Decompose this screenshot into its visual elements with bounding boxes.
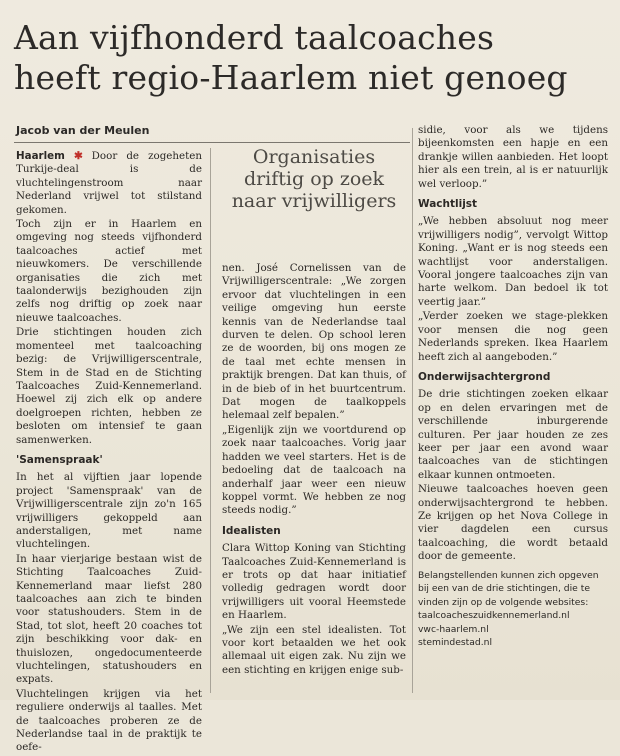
paragraph: „Eigenlijk zijn we voortdurend op zoek naar taalcoaches. Vorig jaar hadden we veel starters. Het is de bedoeling dat de taalcoach na anderhalf jaar weer een nieuw koppel vormt. We hebben ze nog steeds nodig.” (222, 423, 406, 517)
paragraph: De drie stichtingen zoeken elkaar op en delen ervaringen met de verschillende inburgerende culturen. Per jaar houden ze zes keer per jaar een avond waar taalcoaches van de stichtingen elkaar kunnen ontmoeten. (418, 388, 608, 481)
article-column-1 (16, 150, 202, 756)
pull-quote-line: driftig op zoek (243, 168, 385, 190)
subheading-samenspraak: 'Samenspraak' (16, 453, 103, 466)
website-link[interactable]: taalcoacheszuidkennemerland.nl (418, 610, 570, 622)
intro-paragraph (16, 150, 202, 217)
paragraph: sidie, voor als we tijdens bijeenkomsten een hapje en een drankje willen aanbieden. Het loopt hier als een trein, al is er natuurlijk wel verloop.” (418, 124, 608, 190)
headline (14, 18, 610, 98)
info-box (418, 569, 608, 649)
paragraph: nen. José Cornelissen van de Vrijwilligerscentrale: „We zorgen ervoor dat vluchtelingen in een veilige omgeving hun eerste kennis van de Nederlandse taal durven te delen. Op school leren ze de woorden, bij ons mogen ze de taal met echte mensen in praktijk brengen. Dat kan thuis, of in de bieb of in het buurtcentrum. Dat mogen de taalkoppels helemaal zelf bepalen.” (222, 262, 406, 422)
paragraph: Toch zijn er in Haarlem en omgeving nog steeds vijfhonderd taalcoaches actief met nieuwkomers. De verschillende organisaties die zich met taalonderwijs bezighouden zijn zelfs nog driftig op zoek naar nieuwe taalcoaches. (16, 218, 202, 324)
intro-text: Door de zogeheten Turkije-deal is de vluchtelingenstroom naar Nederland vrijwel tot stilstand gekomen. (16, 150, 202, 216)
headline-line-2: heeft regio-Haarlem niet genoeg (14, 58, 568, 97)
byline: Jacob van der Meulen (16, 124, 150, 137)
subheading-wachtlijst: Wachtlijst (418, 198, 478, 211)
info-text: Belangstellenden kunnen zich opgeven bij een van de drie stichtingen, die te vinden zijn op de volgende websites: (418, 570, 599, 608)
website-link[interactable]: stemindestad.nl (418, 637, 492, 649)
byline-rule (14, 142, 410, 143)
subheading-idealisten: Idealisten (222, 524, 281, 537)
website-link[interactable]: vwc-haarlem.nl (418, 623, 489, 635)
paragraph: Clara Wittop Koning van Stichting Taalcoaches Zuid-Kennemerland is er trots op dat haar initiatief volledig gedragen wordt door vrijwilligers uit vooral Heemstede en Haarlem. (222, 542, 406, 622)
column-divider-2 (412, 128, 413, 693)
paragraph: „We hebben absoluut nog meer vrijwilligers nodig”, vervolgt Wittop Koning. „Want er is nog steeds een wachtlijst voor anderstaligen. Vooral jongere taalcoaches zijn van harte welkom. Dan bedoel ik tot veertig jaar.” (418, 215, 608, 308)
column-divider-1 (210, 148, 211, 693)
paragraph: „Verder zoeken we stage-plekken voor mensen die nog geen Nederlands spreken. Ikea Haarlem heeft zich al aangeboden.” (418, 310, 608, 363)
pull-quote-line: naar vrijwilligers (231, 190, 397, 212)
paragraph: Drie stichtingen houden zich momenteel met taalcoaching bezig: de Vrijwilligerscentrale, Stem in de Stad en de Stichting Taalcoaches Zuid-Kennemerland. Hoewel zij zich elk op andere doelgroepen richten, hebben ze besloten om intensief te gaan samenwerken. (16, 326, 202, 446)
paragraph: Vluchtelingen krijgen via het reguliere onderwijs al taalles. Met de taalcoaches proberen ze de Nederlandse taal in de praktijk te oefe- (16, 687, 202, 754)
dateline-place: Haarlem (16, 150, 65, 162)
article-column-2 (222, 262, 406, 678)
pull-quote-line: Organisaties (252, 146, 376, 168)
paragraph: In het al vijftien jaar lopende project 'Samenspraak' van de Vrijwilligerscentrale zijn zo'n 165 vrijwilligers gekoppeld aan anderstaligen, met name vluchtelingen. (16, 471, 202, 551)
paragraph: „We zijn een stel idealisten. Tot voor kort betaalden we het ook allemaal uit eigen zak. Nu zijn we een stichting en krijgen enige sub- (222, 623, 406, 676)
headline-line-1: Aan vijfhonderd taalcoaches (14, 18, 495, 57)
website-list (418, 609, 608, 649)
pull-quote (222, 146, 406, 212)
dateline-star-icon: ✱ (73, 150, 83, 162)
paragraph: In haar vierjarige bestaan wist de Stichting Taalcoaches Zuid-Kennemerland maar liefst 280 taalcoaches aan zich te binden voor statushouders. Stem in de Stad, tot slot, heeft 20 coaches tot zijn beschikking voor dak- en thuislozen, ongedocumenteerde vluchtelingen, statushouders en expats. (16, 552, 202, 686)
article-column-3 (418, 124, 608, 565)
subheading-onderwijsachtergrond: Onderwijsachtergrond (418, 370, 551, 383)
paragraph: Nieuwe taalcoaches hoeven geen onderwijsachtergrond te hebben. Ze krijgen op het Nova College in vier dagdelen een cursus taalcoaching, die wordt betaald door de gemeente. (418, 483, 608, 563)
